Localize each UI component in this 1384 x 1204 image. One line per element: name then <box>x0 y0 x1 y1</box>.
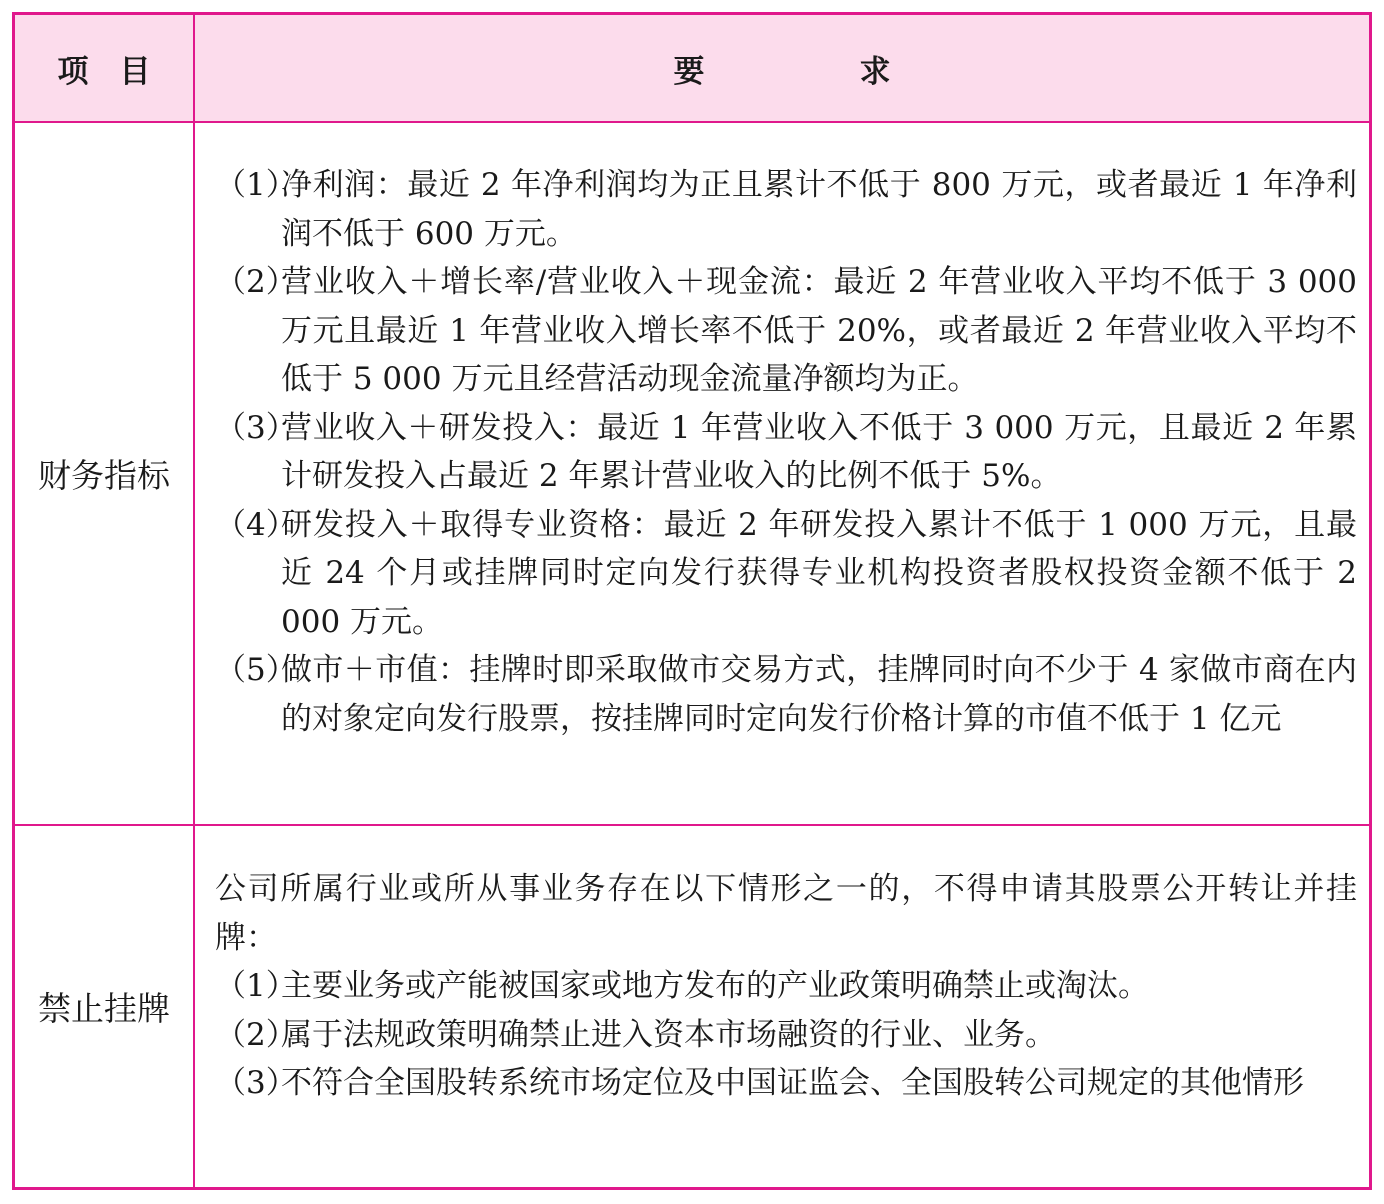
item-number: （2） <box>215 1016 297 1053</box>
item-text: 属于法规政策明确禁止进入资本市场融资的行业、业务。 <box>281 1016 1056 1053</box>
list-item <box>215 646 1357 743</box>
item-text: 净利润：最近 2 年净利润均为正且累计不低于 800 万元，或者最近 1 年净利润不低于 600 万元。 <box>281 167 1357 252</box>
item-text: 主要业务或产能被国家或地方发布的产业政策明确禁止或淘汰。 <box>281 968 1149 1004</box>
list-item <box>215 161 1357 258</box>
item-number: （2） <box>215 264 297 300</box>
item-text: 营业收入＋增长率/营业收入＋现金流：最近 2 年营业收入平均不低于 3 000 万元且最近 1 年营业收入增长率不低于 20%，或者最近 2 年营业收入平均不低于 5 000 万元且经营活动现金流量净额均为正。 <box>281 264 1357 397</box>
financial-indicators-content <box>215 161 1357 743</box>
requirements-table <box>12 12 1372 1190</box>
listing-prohibited-content <box>215 865 1357 1108</box>
list-item <box>215 962 1357 1011</box>
list-item <box>215 501 1357 647</box>
row-divider <box>15 824 1369 826</box>
column-divider <box>193 15 195 1187</box>
table-header-row <box>15 15 1369 123</box>
intro-paragraph: 公司所属行业或所从事业务存在以下情形之一的，不得申请其股票公开转让并挂牌： <box>215 871 1357 956</box>
list-item <box>215 1059 1357 1108</box>
item-number: （3） <box>215 409 297 446</box>
list-item <box>215 404 1357 501</box>
row-label-listing-prohibited: 禁止挂牌 <box>38 989 170 1028</box>
item-number: （5） <box>215 652 297 688</box>
header-requirement-label: 要 求 <box>673 53 891 90</box>
item-text: 不符合全国股转系统市场定位及中国证监会、全国股转公司规定的其他情形 <box>281 1065 1304 1101</box>
header-item-label: 项 目 <box>57 53 151 90</box>
item-text: 做市＋市值：挂牌时即采取做市交易方式，挂牌同时向不少于 4 家做市商在内的对象定向发行股票，按挂牌同时定向发行价格计算的市值不低于 1 亿元 <box>281 652 1357 737</box>
item-text: 营业收入＋研发投入：最近 1 年营业收入不低于 3 000 万元，且最近 2 年累计研发投入占最近 2 年累计营业收入的比例不低于 5%。 <box>281 409 1357 494</box>
list-item <box>215 1011 1357 1060</box>
row-label-financial-indicators: 财务指标 <box>38 456 170 495</box>
item-number: （1） <box>215 167 297 203</box>
list-item <box>215 258 1357 404</box>
item-number: （1） <box>215 968 297 1004</box>
item-number: （4） <box>215 506 297 543</box>
item-text: 研发投入＋取得专业资格：最近 2 年研发投入累计不低于 1 000 万元，且最近 24 个月或挂牌同时定向发行获得专业机构投资者股权投资金额不低于 2 000 万元。 <box>281 506 1357 640</box>
item-number: （3） <box>215 1065 297 1101</box>
